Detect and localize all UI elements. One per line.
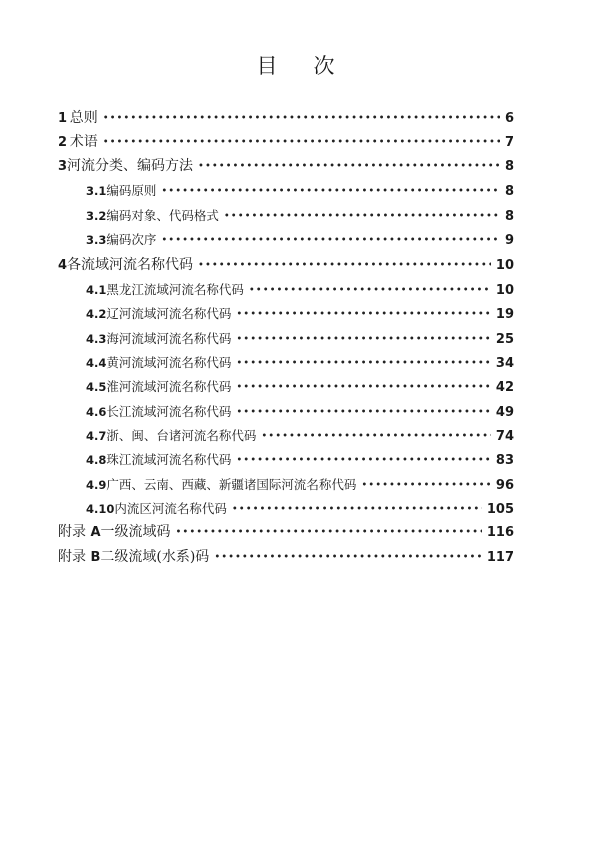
toc-entry-4-6[interactable]	[86, 400, 514, 424]
dot-leader	[236, 303, 491, 327]
dot-leader	[232, 498, 482, 522]
toc-page: 8	[504, 184, 514, 199]
toc-entry-4-4[interactable]	[86, 351, 514, 375]
appendix-prefix: 附录	[58, 549, 86, 565]
toc-label: 广西、云南、西藏、新疆诸国际河流名称代码	[106, 477, 357, 492]
toc-label: 河流分类、编码方法	[67, 158, 194, 174]
dot-leader	[176, 521, 482, 545]
toc-entry-1[interactable]	[58, 106, 514, 130]
toc-entry-4-10[interactable]	[86, 497, 514, 521]
title-char-2: 次	[313, 54, 335, 78]
toc-label: 辽河流域河流名称代码	[106, 306, 232, 321]
toc-page: 116	[486, 525, 514, 540]
dot-leader	[236, 449, 491, 473]
toc-number: 4.6	[86, 405, 107, 419]
toc-label: 各流域河流名称代码	[67, 257, 194, 273]
appendix-prefix: 附录	[58, 524, 86, 540]
toc-entry-4[interactable]	[58, 253, 514, 277]
dot-leader	[236, 376, 491, 400]
toc-number: 4.8	[86, 453, 107, 467]
appendix-letter: A	[90, 525, 101, 540]
toc-entry-4-3[interactable]	[86, 327, 514, 351]
toc-label: 珠江流域河流名称代码	[106, 452, 232, 467]
toc-number: 1	[58, 111, 68, 126]
toc-number: 4.4	[86, 356, 107, 370]
toc-entry-4-9[interactable]	[86, 473, 514, 497]
dot-leader	[198, 155, 500, 179]
toc-label: 内流区河流名称代码	[114, 501, 227, 516]
dot-leader	[236, 328, 491, 352]
toc-label: 总则	[69, 110, 98, 126]
appendix-letter: B	[90, 550, 101, 565]
toc-entry-3-2[interactable]	[86, 204, 514, 228]
toc-page: 83	[495, 453, 514, 468]
toc-page: 10	[495, 258, 514, 273]
appendix-number	[58, 520, 101, 545]
appendix-number	[58, 545, 100, 570]
dot-leader	[249, 279, 491, 303]
toc-page: 42	[495, 380, 514, 395]
toc-number: 4.2	[86, 307, 107, 321]
toc-label: 编码对象、代码格式	[106, 208, 219, 223]
dot-leader	[103, 131, 500, 155]
toc-label: 编码次序	[106, 232, 157, 247]
toc-entry-4-7[interactable]	[86, 424, 514, 448]
toc-entry-4-1[interactable]	[86, 278, 514, 302]
toc-page: 105	[486, 502, 514, 517]
toc-appendix-a[interactable]	[58, 520, 514, 544]
page-title	[0, 50, 591, 80]
toc-label: 一级流域码	[100, 524, 171, 540]
toc-entry-3[interactable]	[58, 154, 514, 178]
toc-label: 术语	[69, 134, 98, 150]
title-char-1: 目	[256, 54, 278, 78]
toc-page: 96	[495, 478, 514, 493]
toc-number: 4.7	[86, 429, 107, 443]
toc-page: 9	[504, 233, 514, 248]
dot-leader	[198, 254, 491, 278]
toc-number: 4.9	[86, 478, 107, 492]
toc-label: 二级流域(水系)码	[100, 549, 210, 565]
toc-page: 8	[504, 209, 514, 224]
toc-number: 4.1	[86, 283, 107, 297]
toc-entry-4-8[interactable]	[86, 448, 514, 472]
dot-leader	[214, 546, 482, 570]
dot-leader	[103, 107, 500, 131]
toc-page: 49	[495, 405, 514, 420]
toc-page: 74	[495, 429, 514, 444]
toc-entry-3-3[interactable]	[86, 228, 514, 252]
toc-page: 19	[495, 307, 514, 322]
toc-label: 编码原则	[106, 183, 157, 198]
toc-label: 黄河流域河流名称代码	[106, 355, 232, 370]
toc-page: 117	[486, 550, 514, 565]
dot-leader	[161, 229, 500, 253]
dot-leader	[361, 474, 491, 498]
toc-label: 黑龙江流域河流名称代码	[106, 282, 244, 297]
toc-appendix-b[interactable]	[58, 545, 514, 569]
toc-number: 4.10	[86, 502, 115, 516]
toc-number: 4.3	[86, 332, 107, 346]
toc-entry-4-5[interactable]	[86, 375, 514, 399]
toc-entry-2[interactable]	[58, 130, 514, 154]
toc-page: 8	[504, 159, 514, 174]
dot-leader	[236, 401, 491, 425]
toc-entry-4-2[interactable]	[86, 302, 514, 326]
dot-leader	[261, 425, 491, 449]
toc-page: 25	[495, 332, 514, 347]
toc-entry-3-1[interactable]	[86, 179, 514, 203]
toc-label: 长江流域河流名称代码	[106, 404, 232, 419]
toc-number: 3.2	[86, 209, 107, 223]
toc-label: 浙、闽、台诸河流名称代码	[106, 428, 257, 443]
toc-number: 4	[58, 258, 68, 273]
toc-page: 7	[504, 135, 514, 150]
toc-page: 6	[504, 111, 514, 126]
toc-label: 海河流域河流名称代码	[106, 331, 232, 346]
toc-page: 34	[495, 356, 514, 371]
dot-leader	[236, 352, 491, 376]
toc-number: 4.5	[86, 380, 107, 394]
toc-page: 10	[495, 283, 514, 298]
toc-label: 淮河流域河流名称代码	[106, 379, 232, 394]
dot-leader	[224, 205, 500, 229]
toc-number: 3.1	[86, 184, 107, 198]
toc-number: 2	[58, 135, 68, 150]
dot-leader	[161, 180, 500, 204]
toc-number: 3	[58, 159, 68, 174]
toc-number: 3.3	[86, 233, 107, 247]
